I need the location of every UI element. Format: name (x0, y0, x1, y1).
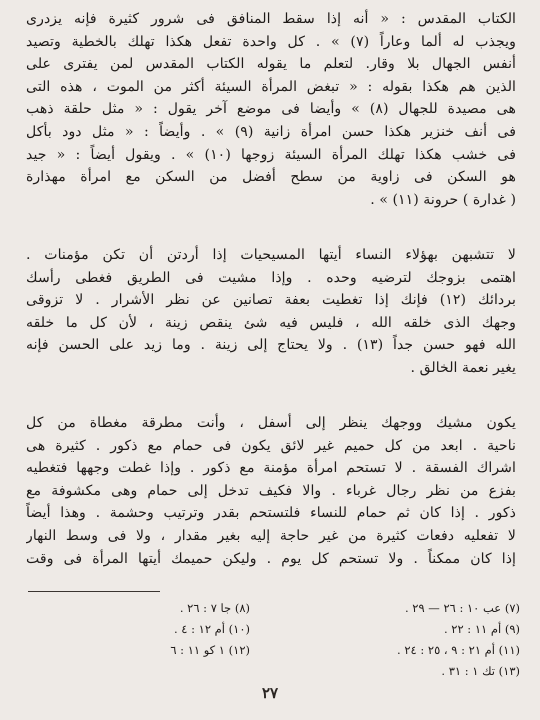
text-line: بردائك (١٢) فإنك إذا تغطيت بعفة تصانين عن نظر الأشرار . لا تزوقى (26, 292, 516, 309)
text-line: بفزع من نظر رجال غرباء . والا فكيف تدخل إلى حمام وهى مكشوفة مع (26, 482, 516, 499)
text-line: اشراك الفسقة . لا تستحم امرأة مؤمنة مع ذكور . وإذا غطت وجهها فتغطيه (26, 460, 516, 477)
text-line: ناحية . ابعد من كل حميم غير لائق يكون فى حمام مع ذكور . كثيرة هى (26, 437, 516, 454)
footnote: (١٣) تك ١ : ٣١ . (441, 664, 520, 678)
text-line: أنفس الجهال بلا وقار. لتعلم ما يقوله الكتاب المقدس لمن يفترى على (26, 56, 516, 73)
footnotes-right-column (397, 598, 520, 682)
paragraph-1 (26, 8, 516, 211)
text-line: الذين هم هكذا بقوله : « تبغض المرأة السيئة أكثر من الموت ، هذه التى (26, 78, 516, 95)
text-line: إذا كان ممكناً . ولا تستحم كل يوم . وليكن حميمك أيتها المرأة فى وقت (26, 550, 516, 567)
text-line: اهتمى بزوجك لترضيه وحده . وإذا مشيت فى الطريق فغطى رأسك (26, 269, 516, 286)
text-line: يكون مشيك ووجهك ينظر إلى أسفل ، وأنت مطرقة مغطاة من كل (26, 415, 516, 431)
footnote: (١١) أم ٢١ : ٩ ، ٢٥ : ٢٤ . (397, 643, 520, 657)
text-line: الكتاب المقدس : « أنه إذا سقط المنافق فى شرور كثيرة فإنه يزدرى (26, 11, 516, 27)
text-line: يغير نعمة الخالق . (410, 359, 516, 376)
text-line: لا تفعليه دفعات كثيرة من غير حاجة إليه بغير مقدار ، ولا فى وسط النهار (26, 527, 516, 544)
text-line: لا تتشبهن بهؤلاء النساء أيتها المسيحيات إذا أردتن أن تكن مؤمنات . (26, 247, 516, 263)
footnote: (١٠) أم ١٢ : ٤ . (173, 622, 250, 636)
text-line: هو السكن فى زاوية من سطح أفضل من السكن مع امرأة مهذارة (26, 169, 516, 186)
text-line: الله فهو حسن جداً (١٣) . ولا يحتاج إلى زينة . وما زيد على الحسن فإنه (26, 337, 516, 354)
footnote: (٧) عب ١٠ : ٢٦ — ٢٩ . (404, 601, 520, 615)
text-line: ( غدارة ) حرونة (١١) » . (370, 191, 516, 208)
text-line: فى أنف خنزير هكذا حسن امرأة زانية (٩) » . وأيضاً : « مثل دود بأكل (26, 123, 516, 140)
text-line: فى خشب هكذا تهلك المرأة السيئة زوجها (١٠) » . ويقول أيضاً : « جيد (26, 146, 516, 163)
paragraph-3 (26, 412, 516, 570)
footnote: (٩) أم ١١ : ٢٢ . (443, 622, 520, 636)
paragraph-2 (26, 244, 516, 380)
page-number: ٢٧ (261, 684, 279, 702)
text-line: وجهك الذى خلقه الله ، فليس فيه شئ ينقص زينة ، لأن كل ما خلقه (26, 314, 516, 331)
footnote-divider (28, 591, 160, 592)
text-line: هى مصيدة للجهال (٨) » وأيضا فى موضع آخر يقول : « مثل حلقة ذهب (26, 101, 516, 118)
text-line: ذكور . إذا كان ثم حمام للنساء فلتستحم بقدر وترتيب وحشمة . وهذا أيضاً (26, 505, 516, 522)
text-line: ويجذب له ألما وعاراً (٧) » . كل واحدة تفعل هكذا تهلك بالخطية وتصيد (26, 33, 516, 50)
footnotes-left-column (170, 598, 250, 661)
footnote: (٨) جا ٧ : ٢٦ . (179, 601, 250, 615)
footnote: (١٢) ١ كو ١١ : ٦ (170, 643, 250, 657)
